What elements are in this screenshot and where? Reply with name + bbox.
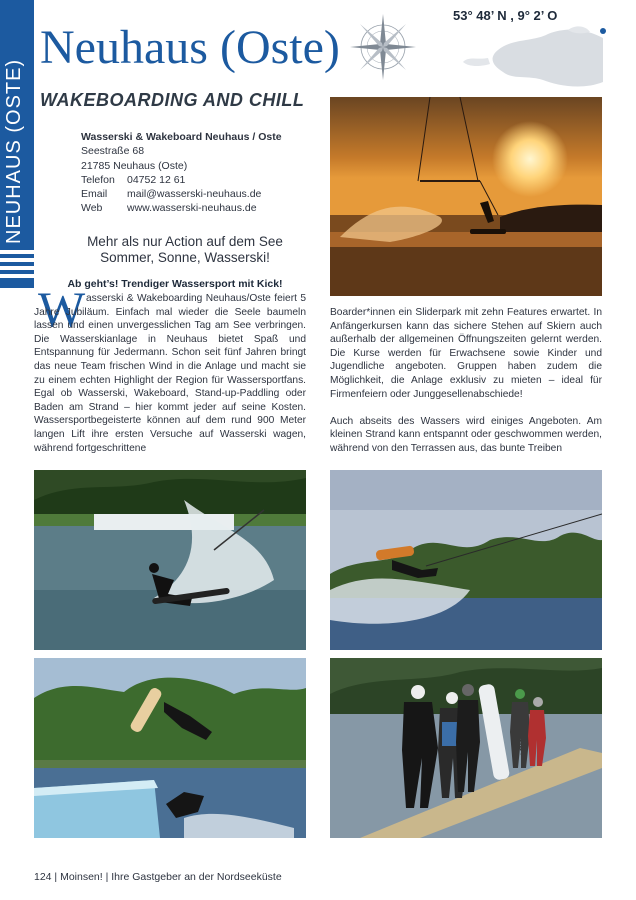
phone-label: Telefon — [81, 173, 115, 186]
side-tab-stripes — [0, 250, 34, 282]
tagline-line1: Mehr als nur Action auf dem See — [87, 234, 283, 249]
contact-name: Wasserski & Wakeboard Neuhaus / Oste — [81, 131, 282, 143]
region-map-icon — [458, 20, 608, 92]
tagline-line2: Sommer, Sonne, Wasserski! — [100, 250, 270, 265]
side-tab-label: NEUHAUS (OSTE) — [3, 58, 25, 244]
contact-phone-row — [81, 173, 321, 187]
article-paragraph: asserski & Wakeboarding Neuhaus/Oste feiert 5 Jahre Jubiläum. Einfach mal wieder die Seele baumeln lassen und einen unvergesslichen Tag am See verbringen. Die Wasserskianlage in Neuhaus bietet Spaß und Entspannung für Jedermann. Schon seit fünf Jahren bringt das neue Team frischen Wind in die Anlage und macht sie zu einem echten Highlight der Region für Wassersportfans. Egal ob Wasserski, Wakeboard, Stand-up-Paddling oder Baden am Strand – hier kommt jeder auf seine Kosten. Wassersportbegeisterte können auf dem rund 900 Meter langen Lift ihre ersten Versuche auf Wasserski wagen, während fortgeschrittene — [34, 293, 306, 454]
side-tab — [0, 0, 34, 288]
tagline — [40, 234, 330, 266]
article-column-2 — [330, 306, 602, 456]
contact-web-row — [81, 201, 321, 215]
contact-email-row — [81, 187, 321, 201]
email-label: Email — [81, 188, 108, 201]
phone-value: 04752 12 61 — [127, 173, 186, 186]
page-footer: 124 | Moinsen! | Ihre Gastgeber an der Nordseeküste — [34, 871, 282, 883]
article-column-1 — [34, 292, 306, 455]
photo-wakeboarder-spray — [34, 470, 306, 650]
contact-block — [81, 130, 321, 216]
photo-group-walkway — [330, 658, 602, 838]
page-subtitle: WAKEBOARDING AND CHILL — [40, 90, 305, 110]
page-title: Neuhaus (Oste) — [40, 21, 340, 74]
web-label: Web — [81, 202, 103, 215]
article-paragraph: Boarder*innen ein Sliderpark mit zehn Features erwartet. In Anfängerkursen kann das sichere Stehen auf Skiern auch außerhalb der allgemeinen Öffnungszeiten gelernt werden. Die Kurse werden für Erwachsene sowie Kinder und Jugendliche angeboten. Gruppen haben zudem die Möglichkeit, die Anlage exklusiv zu mieten – ideal für Firmenfeiern oder Junggesellenabschiede! — [330, 307, 602, 400]
photo-sunset-wakeboarder — [330, 97, 602, 296]
stripe — [0, 274, 34, 278]
contact-street: Seestraße 68 — [81, 145, 145, 158]
stripe — [0, 266, 34, 270]
web-link[interactable]: www.wasserski-neuhaus.de — [127, 202, 257, 215]
email-link[interactable]: mail@wasserski-neuhaus.de — [127, 188, 262, 201]
compass-rose-icon — [348, 12, 418, 82]
article-headline: Ab geht’s! Trendiger Wassersport mit Kick! — [67, 278, 283, 290]
photo-wakeboarder-flip — [34, 658, 306, 838]
article-paragraph: Auch abseits des Wassers wird einiges Angeboten. Am kleinen Strand kann entspannt oder geschwommen werden, während von den Terrassen aus, das bunte Treiben — [330, 415, 602, 454]
location-marker — [600, 28, 606, 34]
contact-city: 21785 Neuhaus (Oste) — [81, 159, 188, 172]
coordinates: 53° 48’ N , 9° 2’ O — [453, 8, 558, 23]
drop-cap: W — [38, 281, 86, 337]
stripe — [0, 258, 34, 262]
stripe — [0, 250, 34, 254]
photo-wakeboarder-jump — [330, 470, 602, 650]
